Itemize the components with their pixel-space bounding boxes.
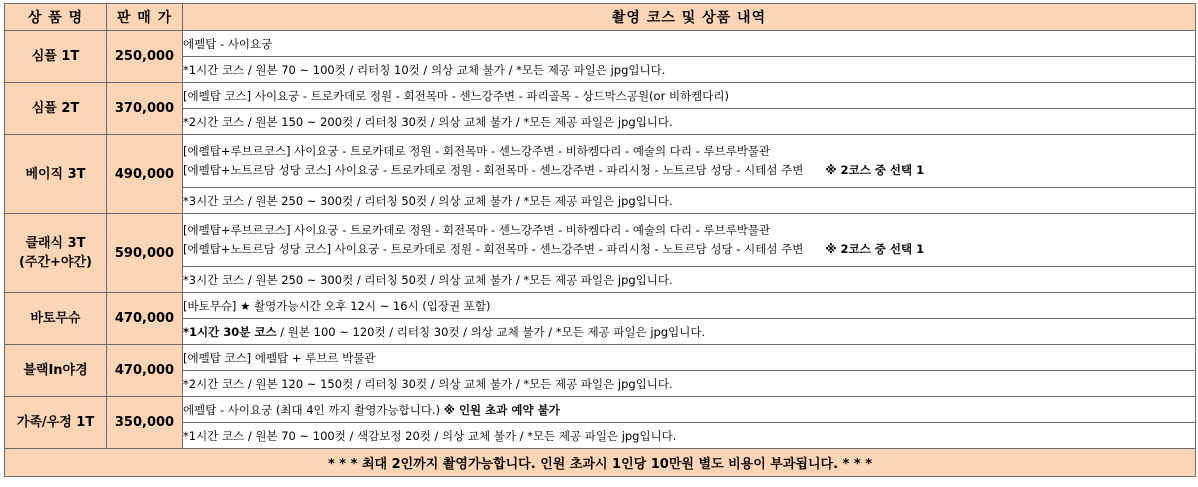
course-detail: *3시간 코스 / 원본 250 ~ 300컷 / 리터칭 50컷 / 의상 교체 불가 / *모든 제공 파일은 jpg입니다. (183, 188, 1196, 214)
product-name: 심플 1T (5, 31, 107, 83)
product-name: 블랙In야경 (5, 345, 107, 397)
table-row (5, 57, 1196, 83)
price-table (4, 3, 1196, 477)
course-route-line: [에펠탑+루브르코스] 사이요궁 - 트로카데로 정원 - 회전목마 - 센느강주변 - 비하켐다리 - 예술의 다리 - 루브루박물관 (183, 223, 771, 237)
header-product-name: 상 품 명 (5, 4, 107, 31)
course-note: ※ 2코스 중 선택 1 (825, 242, 925, 256)
product-name-main: 클래식 3T (25, 236, 86, 251)
course-detail-text: / 원본 100 ~ 120컷 / 리터칭 30컷 / 의상 교체 불가 / *모든 제공 파일은 jpg입니다. (276, 324, 706, 339)
course-note: ※ 인원 초과 예약 불가 (443, 402, 560, 417)
product-price: 350,000 (107, 397, 183, 449)
footer-notice: * * * 최대 2인까지 촬영가능합니다. 인원 초과시 1인당 10만원 별도 비용이 부과됩니다. * * * (5, 449, 1196, 477)
header-course: 촬영 코스 및 상품 내역 (183, 4, 1196, 31)
table-row (5, 371, 1196, 397)
course-detail: *2시간 코스 / 원본 120 ~ 150컷 / 리터칭 30컷 / 의상 교체 불가 / *모든 제공 파일은 jpg입니다. (183, 371, 1196, 397)
table-row (5, 397, 1196, 423)
course-route-line: [에펠탑+루브르코스] 사이요궁 - 트로카데로 정원 - 회전목마 - 센느강주변 - 비하켐다리 - 예술의 다리 - 루브루박물관 (183, 144, 771, 158)
product-name-sub: (주간+야간) (18, 255, 92, 270)
product-price: 490,000 (107, 135, 183, 214)
course-route: [에펠탑 코스] 사이요궁 - 트로카데로 정원 - 회전목마 - 센느강주변 - 파리골목 - 상드막스공원(or 비하켐다리) (183, 83, 1196, 109)
course-route: [바토무슈] ★ 촬영가능시간 오후 12시 ~ 16시 (입장권 포함) (183, 293, 1196, 319)
table-row (5, 31, 1196, 57)
product-name: 가족/우정 1T (5, 397, 107, 449)
product-price: 250,000 (107, 31, 183, 83)
table-row (5, 423, 1196, 449)
course-route (183, 135, 1196, 188)
table-row (5, 345, 1196, 371)
course-detail: *3시간 코스 / 원본 250 ~ 300컷 / 리터칭 50컷 / 의상 교체 불가 / *모든 제공 파일은 jpg입니다. (183, 267, 1196, 293)
course-route: 에펠탑 - 사이요궁 (183, 31, 1196, 57)
product-name: 베이직 3T (5, 135, 107, 214)
product-price: 470,000 (107, 293, 183, 345)
course-route: [에펠탑 코스] 에펠탑 + 루브르 박물관 (183, 345, 1196, 371)
product-name: 바토무슈 (5, 293, 107, 345)
course-route (183, 214, 1196, 267)
course-route-text: [에펠탑+노트르담 성당 코스] 사이요궁 - 트로카데로 정원 - 회전목마 - 센느강주변 - 파리시청 - 노트르담 성당 - 시테섬 주변 (183, 242, 804, 256)
table-row (5, 109, 1196, 135)
header-price: 판 매 가 (107, 4, 183, 31)
product-name (5, 214, 107, 293)
course-route-line (183, 161, 1195, 180)
product-name: 심플 2T (5, 83, 107, 135)
table-row (5, 188, 1196, 214)
course-detail: *1시간 코스 / 원본 70 ~ 100컷 / 리터칭 10컷 / 의상 교체 불가 / *모든 제공 파일은 jpg입니다. (183, 57, 1196, 83)
table-row (5, 319, 1196, 345)
course-detail: *1시간 코스 / 원본 70 ~ 100컷 / 색감보정 20컷 / 의상 교체 불가 / *모든 제공 파일은 jpg입니다. (183, 423, 1196, 449)
product-price: 470,000 (107, 345, 183, 397)
course-detail: *2시간 코스 / 원본 150 ~ 200컷 / 리터칭 30컷 / 의상 교체 불가 / *모든 제공 파일은 jpg입니다. (183, 109, 1196, 135)
table-row (5, 267, 1196, 293)
table-row (5, 214, 1196, 267)
product-price: 590,000 (107, 214, 183, 293)
course-route-line (183, 240, 1195, 259)
table-row (5, 293, 1196, 319)
course-detail (183, 319, 1196, 345)
footer-row (5, 449, 1196, 477)
table-row (5, 83, 1196, 109)
course-route (183, 397, 1196, 423)
header-row (5, 4, 1196, 31)
course-route-text: 에펠탑 - 사이요궁 (최대 4인 까지 촬영가능합니다.) (183, 402, 444, 417)
product-price: 370,000 (107, 83, 183, 135)
course-route-text: [에펠탑+노트르담 성당 코스] 사이요궁 - 트로카데로 정원 - 회전목마 - 센느강주변 - 파리시청 - 노트르담 성당 - 시테섬 주변 (183, 163, 804, 177)
table-row (5, 135, 1196, 188)
course-detail-bold: *1시간 30분 코스 (183, 324, 277, 339)
course-note: ※ 2코스 중 선택 1 (825, 163, 925, 177)
